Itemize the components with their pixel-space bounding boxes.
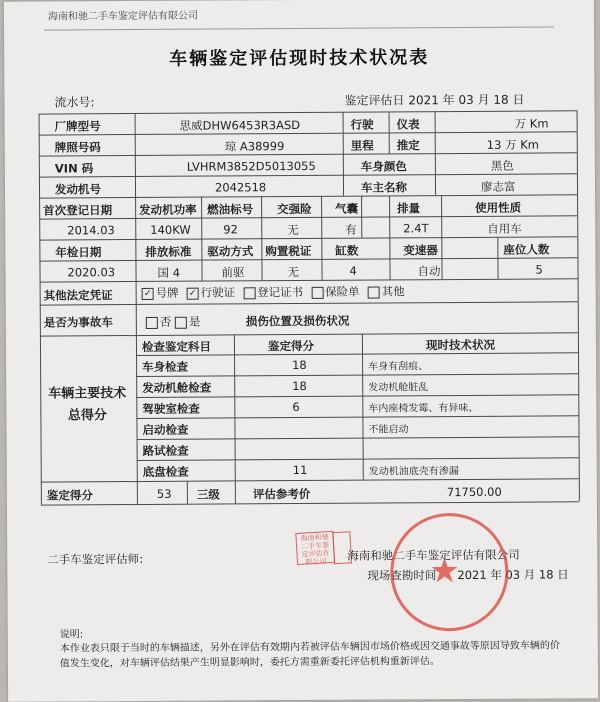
appraiser-label: 二手车鉴定评估师: xyxy=(47,551,144,567)
score-header: 鉴定得分 xyxy=(267,338,315,354)
doc-label: 保险单 xyxy=(325,284,360,299)
grid-line xyxy=(39,173,577,177)
main-score-label: 车辆主要技术总得分 xyxy=(48,386,127,424)
brand-model-value: 思威DHW6453R3ASD xyxy=(179,118,301,133)
grid-line xyxy=(235,480,236,503)
plate-label: 牌照号码 xyxy=(54,140,101,155)
grid-line xyxy=(39,152,577,156)
check-item: 车身检查 xyxy=(142,359,189,374)
serial-label: 流水号: xyxy=(54,95,95,110)
airbag-value: 有 xyxy=(345,222,357,237)
seal-star-icon: ★ xyxy=(429,551,460,592)
transmission-label: 变速器 xyxy=(403,243,438,258)
doc-checkbox[interactable] xyxy=(311,286,323,298)
first-reg-label: 首次登记日期 xyxy=(43,203,113,218)
grid-line xyxy=(187,481,188,504)
displacement-value: 2.4T xyxy=(403,221,429,236)
color-value: 黑色 xyxy=(490,158,514,173)
check-item: 启动检查 xyxy=(142,422,189,437)
accident-no-label: 否 xyxy=(159,314,172,329)
color-label: 车身颜色 xyxy=(360,159,407,174)
vin-value: LVHRM3852D5013055 xyxy=(186,158,316,174)
mileage-meter-value: 万 Km xyxy=(514,116,549,131)
doc-checkbox[interactable]: ✓ xyxy=(142,287,154,299)
accident-no-checkbox[interactable] xyxy=(146,316,158,328)
doc-label: 登记证书 xyxy=(257,284,304,300)
grid-line xyxy=(136,281,137,335)
brand-model-label: 厂牌型号 xyxy=(54,119,101,134)
grid-line xyxy=(361,196,362,238)
doc-option xyxy=(187,285,236,299)
form-title: 车辆鉴定评估现时技术状况表 xyxy=(169,47,430,70)
accident-yes-label: 是 xyxy=(188,314,201,329)
cylinders-label: 缸数 xyxy=(335,243,359,258)
accident-label: 是否为事故车 xyxy=(43,315,113,330)
doc-checkbox[interactable] xyxy=(243,287,255,299)
site-time-label: 现场查勘时间 xyxy=(367,568,437,583)
grade-value: 三级 xyxy=(196,487,220,502)
company-seal xyxy=(390,513,509,632)
usage-value: 自用车 xyxy=(487,221,522,236)
check-score: 6 xyxy=(292,400,300,415)
grid-line xyxy=(137,436,579,440)
displacement-label: 排量 xyxy=(397,201,421,216)
cylinders-value: 4 xyxy=(349,263,357,278)
check-item: 发动机舱检查 xyxy=(142,380,212,395)
header-rule xyxy=(44,26,554,30)
check-status: 发动机舱脏乱 xyxy=(368,382,429,394)
doc-checkbox[interactable]: ✓ xyxy=(187,287,199,299)
grid-line xyxy=(362,334,364,480)
grid-line xyxy=(39,194,577,198)
appraiser-stamp: 海南和驰二手车鉴定评估有限公司 xyxy=(295,531,335,565)
accident-options xyxy=(146,314,201,330)
annual-check-label: 年检日期 xyxy=(55,245,102,260)
check-item: 驾驶室检查 xyxy=(142,401,200,416)
grid-line xyxy=(40,332,578,336)
airbag-label: 气囊 xyxy=(335,201,359,216)
plate-value: 琼 A38999 xyxy=(224,139,285,154)
mileage-meter-label: 仪表 xyxy=(396,117,420,132)
check-score: 11 xyxy=(292,462,308,478)
check-status: 车内座椅发霉、有异味、 xyxy=(368,402,479,415)
doc-label: 号牌 xyxy=(155,285,179,300)
other-docs-label: 其他法定凭证 xyxy=(43,288,113,303)
accident-yes-checkbox[interactable] xyxy=(175,316,187,328)
engine-no-value: 2042518 xyxy=(214,180,267,195)
grid-line xyxy=(39,110,577,114)
emission-value: 国 4 xyxy=(157,265,181,280)
final-score-value: 53 xyxy=(156,486,172,501)
drive-value: 前驱 xyxy=(221,265,245,280)
purchase-tax-label: 购置税证 xyxy=(265,243,312,259)
grid-line xyxy=(39,131,577,135)
mileage-label-2: 里程 xyxy=(350,138,374,153)
grid-line xyxy=(40,278,578,282)
check-item-header: 检查鉴定科目 xyxy=(141,339,212,354)
doc-option xyxy=(311,285,360,299)
doc-option xyxy=(368,284,405,298)
owner-value: 廖志富 xyxy=(480,179,516,194)
grid-line xyxy=(577,110,580,501)
grid-line xyxy=(39,114,42,505)
docs-checklist xyxy=(142,283,413,301)
fuel-grade-label: 燃油标号 xyxy=(207,202,254,217)
check-status: 不能启动 xyxy=(368,424,409,436)
mileage-label: 行驶 xyxy=(350,117,374,132)
note-title: 说明: xyxy=(59,629,84,641)
doc-option xyxy=(142,286,179,300)
emission-label: 排放标准 xyxy=(145,244,192,259)
engine-no-label: 发动机号 xyxy=(54,182,102,197)
mileage-est-label: 推定 xyxy=(396,138,420,153)
grid-line xyxy=(136,415,578,419)
insurance-value: 无 xyxy=(287,223,299,238)
engine-power-value: 140KW xyxy=(150,222,191,237)
doc-label: 行驶证 xyxy=(200,285,236,300)
annual-check-value: 2020.03 xyxy=(67,265,116,280)
transmission-value: 自动 xyxy=(417,264,441,279)
check-score: 18 xyxy=(292,378,307,394)
check-status: 车身有刮痕、 xyxy=(368,361,429,373)
eval-date: 鉴定评估日 2021 年 03 月 18 日 xyxy=(344,92,525,108)
grid-line xyxy=(136,373,578,377)
check-item: 路试检查 xyxy=(142,443,189,458)
insurance-label: 交强险 xyxy=(277,201,312,217)
company-header: 海南和驰二手车鉴定评估有限公司 xyxy=(47,10,198,23)
ref-price-label: 评估参考价 xyxy=(252,486,311,502)
note-text: 本作业表只限于当时的车辆描述，另外在评估有效期内若被评估车辆因市场价格或因交通事故等原因导致车辆的价值发生变化，对车辆评估结果产生明显影响时，委托方需重新委托评估机构重新评估。 xyxy=(59,640,560,670)
grid-line xyxy=(497,237,498,279)
doc-option xyxy=(243,285,303,299)
appraisal-form xyxy=(4,0,598,702)
ref-price-value: 71750.00 xyxy=(446,484,502,500)
seats-value: 5 xyxy=(535,262,543,277)
final-score-label: 鉴定得分 xyxy=(46,488,93,503)
site-date: 2021 年 03 月 18 日 xyxy=(457,567,569,583)
grid-line xyxy=(389,111,390,153)
mileage-est-value: 13 万 Km xyxy=(486,137,539,152)
seats-label: 座位人数 xyxy=(503,242,550,257)
check-score: 18 xyxy=(292,357,307,373)
grid-line xyxy=(137,457,579,461)
doc-label: 其他 xyxy=(381,284,405,299)
status-header: 现时技术状况 xyxy=(425,337,496,353)
doc-checkbox[interactable] xyxy=(368,286,380,298)
company-bottom: 海南和驰二手车鉴定评估有限公司 xyxy=(347,547,520,563)
fuel-grade-value: 92 xyxy=(223,222,238,237)
drive-label: 驱动方式 xyxy=(207,244,254,259)
vin-label: VIN 码 xyxy=(54,161,94,176)
owner-label: 车主名称 xyxy=(360,180,408,195)
first-reg-value: 2014.03 xyxy=(67,223,115,238)
grid-line xyxy=(40,301,578,305)
usage-label: 使用性质 xyxy=(475,200,522,215)
engine-power-label: 发动机功率 xyxy=(139,202,197,217)
purchase-tax-value: 无 xyxy=(287,265,300,280)
check-item: 底盘检查 xyxy=(142,464,189,479)
grid-line xyxy=(41,478,579,482)
grid-line xyxy=(234,334,236,480)
check-status: 发动机油底壳有渗漏 xyxy=(368,466,459,478)
damage-label: 损伤位置及损伤状况 xyxy=(245,313,350,329)
grid-line xyxy=(136,335,138,504)
